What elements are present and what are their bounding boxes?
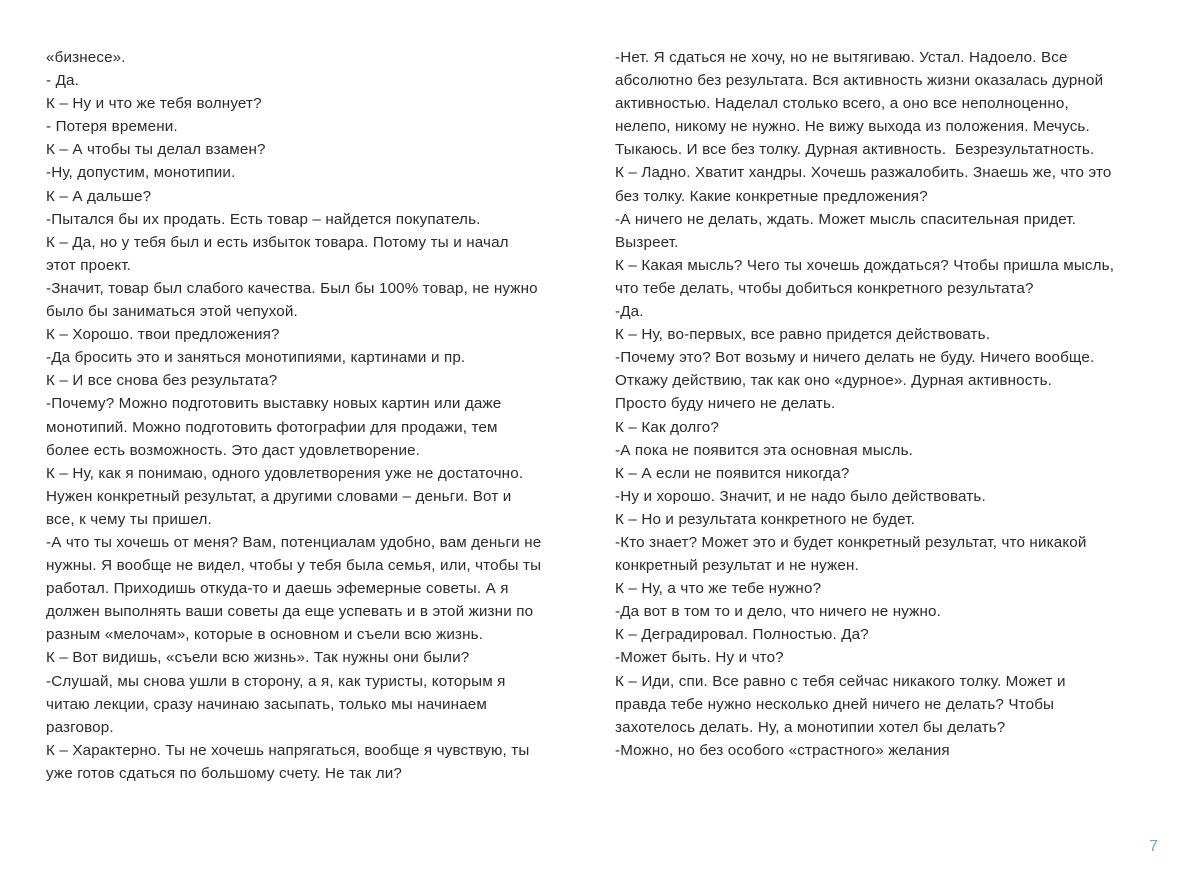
left_column-line: разным «мелочам», которые в основном и съели всю жизнь. <box>46 626 484 644</box>
right_column-line: К – Как долго? <box>615 418 719 436</box>
left-text-column <box>46 46 580 785</box>
left_column-line: должен выполнять ваши советы да еще успевать и в этой жизни по <box>46 603 534 621</box>
left_column-line: -А что ты хочешь от меня? Вам, потенциалам удобно, вам деньги не <box>46 533 542 551</box>
left_column-line: -Слушай, мы снова ушли в сторону, а я, как туристы, которым я <box>46 672 506 690</box>
right_column-line: нелепо, никому не нужно. Не вижу выхода из положения. Мечусь. <box>615 118 1090 136</box>
right_column-line: К – Ну, во-первых, все равно придется действовать. <box>615 326 991 344</box>
right_column-line: -Нет. Я сдаться не хочу, но не вытягиваю. Устал. Надоело. Все <box>615 49 1068 66</box>
right_column-line: К – Ну, а что же тебе нужно? <box>615 580 822 598</box>
right_column-line: -Да. <box>615 303 644 321</box>
left_column-line: все, к чему ты пришел. <box>46 510 212 528</box>
right_column-line: -Да вот в том то и дело, что ничего не нужно. <box>615 603 941 621</box>
left_column-line: К – А чтобы ты делал взамен? <box>46 141 266 159</box>
left_column-line: разговор. <box>46 718 114 736</box>
left_column-line: К – И все снова без результата? <box>46 372 278 390</box>
left_column-line: К – Характерно. Ты не хочешь напрягаться, вообще я чувствую, ты <box>46 741 530 759</box>
right_column-line: абсолютно без результата. Вся активность жизни оказалась дурной <box>615 72 1104 90</box>
left_column-line: этот проект. <box>46 256 132 274</box>
right_column-line: Откажу действию, так как оно «дурное». Дурная активность. <box>615 372 1053 390</box>
two-column-text-body <box>46 46 1154 785</box>
left_column-line: -Да бросить это и заняться монотипиями, картинами и пр. <box>46 349 466 367</box>
right_column-line: -Ну и хорошо. Значит, и не надо было действовать. <box>615 487 986 505</box>
right_column-line: что тебе делать, чтобы добиться конкретного результата? <box>615 279 1034 297</box>
left_column-line: более есть возможность. Это даст удовлетворение. <box>46 441 421 459</box>
left_column-line: уже готов сдаться по большому счету. Не так ли? <box>46 764 403 782</box>
right_column-line: правда тебе нужно несколько дней ничего не делать? Чтобы <box>615 695 1055 713</box>
left_column-line: - Да. <box>46 72 79 90</box>
right_column-line: К – Деградировал. Полностью. Да? <box>615 626 869 644</box>
right_column-line: К – Ладно. Хватит хандры. Хочешь разжалобить. Знаешь же, что это <box>615 164 1112 182</box>
left_column-line: монотипий. Можно подготовить фотографии для продажи, тем <box>46 418 498 436</box>
left_column-line: -Почему? Можно подготовить выставку новых картин или даже <box>46 395 502 413</box>
left_column-line: - Потеря времени. <box>46 118 178 136</box>
left_column-line: К – Хорошо. твои предложения? <box>46 326 280 344</box>
right_column-line: К – Иди, спи. Все равно с тебя сейчас никакого толку. Может и <box>615 672 1066 690</box>
page-number: 7 <box>1149 838 1158 855</box>
right_column-line: без толку. Какие конкретные предложения? <box>615 187 928 205</box>
left_column-line: К – А дальше? <box>46 187 152 205</box>
left_column-line: работал. Приходишь откуда-то и даешь эфемерные советы. А я <box>46 580 509 598</box>
right_column-line: -Кто знает? Может это и будет конкретный результат, что никакой <box>615 533 1087 551</box>
left_column-line: -Ну, допустим, монотипии. <box>46 164 236 182</box>
right_column-line: активностью. Наделал столько всего, а оно все неполноценно, <box>615 95 1069 113</box>
right_column-line: -Можно, но без особого «страстного» желания <box>615 741 950 759</box>
right_column-line: Просто буду ничего не делать. <box>615 395 836 413</box>
right-text-column <box>615 46 1149 762</box>
right_column-line: -Может быть. Ну и что? <box>615 649 784 667</box>
left_column-line: -Пытался бы их продать. Есть товар – найдется покупатель. <box>46 210 481 228</box>
left_column-line: «бизнесе». <box>46 49 126 66</box>
right_column-line: Вызреет. <box>615 233 679 251</box>
right_column-line: Тыкаюсь. И все без толку. Дурная активность. Безрезультатность. <box>615 141 1095 159</box>
right_column-line: К – Но и результата конкретного не будет. <box>615 510 915 528</box>
left_column-line: К – Да, но у тебя был и есть избыток товара. Потому ты и начал <box>46 233 509 251</box>
right_column-line: -А пока не появится эта основная мысль. <box>615 441 914 459</box>
right_column-line: -Почему это? Вот возьму и ничего делать не буду. Ничего вообще. <box>615 349 1095 367</box>
right_column-line: -А ничего не делать, ждать. Может мысль спасительная придет. <box>615 210 1077 228</box>
right_column-line: К – А если не появится никогда? <box>615 464 850 482</box>
left_column-line: -Значит, товар был слабого качества. Был бы 100% товар, не нужно <box>46 279 538 297</box>
right_column-line: конкретный результат и не нужен. <box>615 557 859 575</box>
left_column-line: было бы заниматься этой чепухой. <box>46 303 298 321</box>
left_column-line: К – Вот видишь, «съели всю жизнь». Так нужны они были? <box>46 649 470 667</box>
left_column-line: нужны. Я вообще не видел, чтобы у тебя была семья, или, чтобы ты <box>46 557 542 575</box>
left_column-line: Нужен конкретный результат, а другими словами – деньги. Вот и <box>46 487 512 505</box>
right_column-line: захотелось делать. Ну, а монотипии хотел бы делать? <box>615 718 1006 736</box>
right_column-line: К – Какая мысль? Чего ты хочешь дождаться? Чтобы пришла мысль, <box>615 256 1115 274</box>
left_column-line: читаю лекции, сразу начинаю засыпать, только мы начинаем <box>46 695 487 713</box>
left_column-line: К – Ну, как я понимаю, одного удовлетворения уже не достаточно. <box>46 464 524 482</box>
left_column-line: К – Ну и что же тебя волнует? <box>46 95 262 113</box>
